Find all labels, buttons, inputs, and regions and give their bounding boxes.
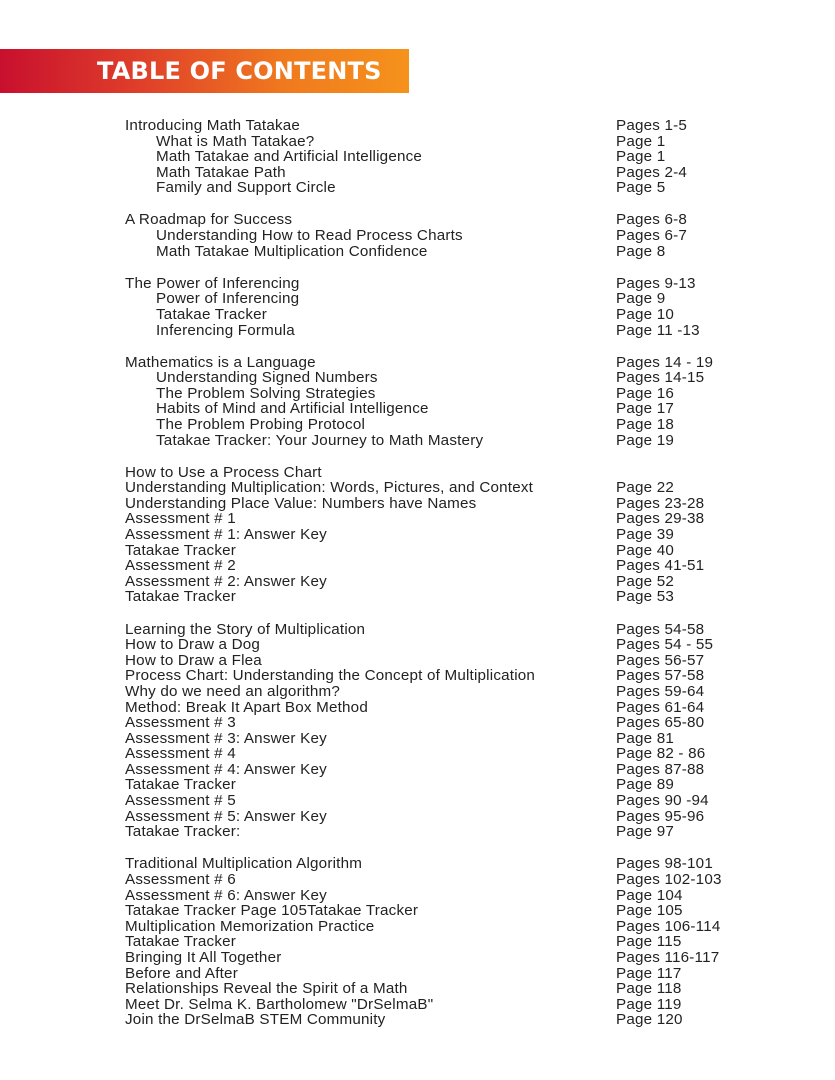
toc-entry-pages: Pages 41-51: [616, 557, 705, 575]
toc-entry[interactable]: [0, 637, 835, 653]
toc-entry[interactable]: [0, 715, 835, 731]
toc-entry[interactable]: [0, 934, 835, 950]
toc-section: [0, 465, 835, 605]
toc-entry-title: Traditional Multiplication Algorithm: [125, 855, 363, 873]
table-of-contents: [0, 118, 835, 1044]
toc-entry[interactable]: [0, 653, 835, 669]
toc-subentry[interactable]: [0, 401, 835, 417]
toc-entry-title: How to Use a Process Chart: [125, 463, 322, 481]
toc-entry[interactable]: [0, 355, 835, 371]
toc-entry-pages: Pages 57-58: [616, 667, 705, 685]
toc-entry-pages: Pages 90 -94: [616, 792, 709, 810]
toc-entry[interactable]: [0, 731, 835, 747]
toc-subentry[interactable]: [0, 386, 835, 402]
toc-entry-title: Math Tatakae Multiplication Confidence: [156, 242, 428, 260]
toc-entry-title: A Roadmap for Success: [125, 211, 293, 229]
toc-entry-pages: Pages 61-64: [616, 698, 705, 716]
toc-entry-pages: Page 19: [616, 431, 674, 449]
toc-entry-title: Bringing It All Together: [125, 948, 282, 966]
toc-section: [0, 276, 835, 338]
toc-entry-title: How to Draw a Dog: [125, 636, 261, 654]
toc-entry-title: Introducing Math Tatakae: [125, 117, 301, 134]
page-title: TABLE OF CONTENTS: [97, 57, 382, 85]
toc-entry-title: Assessment # 3: Answer Key: [125, 729, 327, 747]
toc-entry[interactable]: [0, 950, 835, 966]
toc-entry-pages: Pages 106-114: [616, 917, 721, 935]
toc-subentry[interactable]: [0, 433, 835, 449]
toc-entry-pages: Pages 87-88: [616, 760, 705, 778]
toc-entry[interactable]: [0, 997, 835, 1013]
toc-entry-pages: Pages 54 - 55: [616, 636, 714, 654]
toc-entry-title: Assessment # 3: [125, 714, 236, 732]
toc-entry-title: Tatakae Tracker: [125, 776, 237, 794]
toc-entry-title: How to Draw a Flea: [125, 651, 262, 669]
toc-entry-pages: Pages 98-101: [616, 855, 713, 873]
toc-entry-title: Understanding Signed Numbers: [156, 369, 378, 387]
toc-entry-pages: Pages 14-15: [616, 369, 705, 387]
toc-entry-pages: Page 105: [616, 902, 683, 920]
toc-entry[interactable]: [0, 118, 835, 134]
toc-subentry[interactable]: [0, 417, 835, 433]
toc-entry-title: Join the DrSelmaB STEM Community: [125, 1011, 386, 1029]
toc-entry[interactable]: [0, 589, 835, 605]
toc-entry-pages: Page 40: [616, 541, 674, 559]
toc-entry-pages: Page 89: [616, 776, 674, 794]
toc-subentry[interactable]: [0, 370, 835, 386]
toc-entry-title: Habits of Mind and Artificial Intelligence: [156, 400, 429, 418]
toc-entry-pages: Page 104: [616, 886, 683, 904]
toc-entry-title: Understanding Multiplication: Words, Pictures, and Context: [125, 479, 534, 497]
toc-entry-title: Family and Support Circle: [156, 179, 336, 197]
toc-entry-pages: Page 5: [616, 179, 666, 197]
toc-section: [0, 355, 835, 449]
toc-subentry[interactable]: [0, 149, 835, 165]
toc-entry-title: Power of Inferencing: [156, 290, 300, 308]
toc-entry-title: The Problem Probing Protocol: [156, 416, 366, 433]
toc-entry-pages: Page 81: [616, 729, 674, 747]
toc-entry[interactable]: [0, 762, 835, 778]
toc-entry[interactable]: [0, 746, 835, 762]
toc-entry-title: Understanding How to Read Process Charts: [156, 227, 463, 245]
toc-entry-title: What is Math Tatakae?: [156, 132, 315, 150]
toc-entry[interactable]: [0, 668, 835, 684]
toc-section: [0, 212, 835, 259]
toc-entry-pages: Pages 6-8: [616, 211, 688, 229]
toc-entry-pages: Pages 102-103: [616, 870, 722, 888]
toc-entry[interactable]: [0, 856, 835, 872]
toc-subentry[interactable]: [0, 307, 835, 323]
toc-entry-pages: Page 120: [616, 1011, 683, 1029]
toc-entry-title: Tatakae Tracker:: [125, 823, 241, 841]
toc-entry[interactable]: [0, 276, 835, 292]
toc-entry-pages: Page 1: [616, 132, 666, 150]
toc-entry-pages: Page 18: [616, 416, 674, 433]
toc-subentry[interactable]: [0, 165, 835, 181]
toc-entry[interactable]: [0, 903, 835, 919]
toc-entry[interactable]: [0, 558, 835, 574]
toc-entry-pages: Page 118: [616, 980, 682, 998]
toc-entry-pages: Page 119: [616, 995, 682, 1013]
toc-entry-pages: Pages 9-13: [616, 274, 696, 292]
toc-entry-title: Tatakae Tracker: [125, 933, 237, 951]
toc-entry-title: Method: Break It Apart Box Method: [125, 698, 368, 716]
toc-entry-pages: Pages 29-38: [616, 510, 705, 528]
toc-entry[interactable]: [0, 480, 835, 496]
toc-entry-pages: Pages 95-96: [616, 807, 705, 825]
toc-entry[interactable]: [0, 919, 835, 935]
toc-entry-title: Math Tatakae and Artificial Intelligence: [156, 148, 423, 166]
toc-entry-title: Meet Dr. Selma K. Bartholomew "DrSelmaB": [125, 995, 434, 1013]
toc-entry-title: Why do we need an algorithm?: [125, 682, 340, 700]
toc-entry[interactable]: [0, 511, 835, 527]
toc-entry[interactable]: [0, 543, 835, 559]
toc-entry-pages: Page 9: [616, 290, 666, 308]
toc-entry-pages: Page 39: [616, 526, 674, 544]
toc-entry[interactable]: [0, 824, 835, 840]
toc-entry[interactable]: [0, 212, 835, 228]
toc-entry-title: Understanding Place Value: Numbers have Names: [125, 494, 477, 512]
toc-entry-title: Assessment # 4: Answer Key: [125, 760, 327, 778]
toc-entry-title: Tatakae Tracker: Your Journey to Math Mastery: [156, 431, 484, 449]
toc-entry-pages: Page 97: [616, 823, 674, 841]
toc-entry-title: Assessment # 1: [125, 510, 236, 528]
toc-entry-pages: Pages 59-64: [616, 682, 705, 700]
toc-entry-title: Tatakae Tracker Page 105Tatakae Tracker: [125, 902, 419, 920]
toc-entry-title: Process Chart: Understanding the Concept of Multiplication: [125, 667, 536, 685]
toc-subentry[interactable]: [0, 228, 835, 244]
toc-entry-pages: Page 82 - 86: [616, 745, 706, 763]
toc-subentry[interactable]: [0, 134, 835, 150]
toc-entry-title: Relationships Reveal the Spirit of a Math: [125, 980, 408, 998]
toc-entry-pages: Pages 2-4: [616, 163, 688, 181]
toc-entry-pages: Page 16: [616, 384, 674, 402]
toc-entry-title: Inferencing Formula: [156, 321, 295, 339]
toc-entry-pages: Page 10: [616, 305, 674, 323]
toc-entry-title: Tatakae Tracker: [156, 305, 268, 323]
toc-entry-pages: Page 53: [616, 588, 674, 606]
toc-entry-pages: Pages 56-57: [616, 651, 705, 669]
toc-entry-pages: Pages 23-28: [616, 494, 705, 512]
toc-entry-pages: Page 1: [616, 148, 666, 166]
toc-entry-title: Multiplication Memorization Practice: [125, 917, 375, 935]
toc-entry-title: Assessment # 1: Answer Key: [125, 526, 327, 544]
toc-entry[interactable]: [0, 496, 835, 512]
toc-entry[interactable]: [0, 793, 835, 809]
toc-entry-title: Assessment # 4: [125, 745, 236, 763]
toc-entry[interactable]: [0, 777, 835, 793]
toc-entry-title: The Problem Solving Strategies: [156, 384, 376, 402]
toc-entry[interactable]: [0, 465, 835, 481]
toc-entry-title: Assessment # 2: Answer Key: [125, 572, 327, 590]
toc-entry[interactable]: [0, 574, 835, 590]
toc-entry[interactable]: [0, 872, 835, 888]
toc-entry-title: Tatakae Tracker: [125, 541, 237, 559]
toc-section: [0, 856, 835, 1028]
toc-entry-pages: Page 115: [616, 933, 682, 951]
toc-entry-title: Before and After: [125, 964, 238, 982]
toc-entry-pages: Pages 65-80: [616, 714, 705, 732]
toc-subentry[interactable]: [0, 323, 835, 339]
toc-section: [0, 118, 835, 196]
toc-subentry[interactable]: [0, 180, 835, 196]
toc-entry-pages: Page 17: [616, 400, 674, 418]
toc-entry-pages: Pages 54-58: [616, 620, 705, 638]
toc-entry-pages: Page 8: [616, 242, 666, 260]
toc-entry[interactable]: [0, 700, 835, 716]
toc-entry-pages: Page 52: [616, 572, 674, 590]
toc-entry-title: Assessment # 5: [125, 792, 236, 810]
toc-entry-title: Assessment # 2: [125, 557, 236, 575]
toc-entry-pages: Page 22: [616, 479, 674, 497]
toc-entry[interactable]: [0, 966, 835, 982]
toc-entry-pages: Page 11 -13: [616, 321, 700, 339]
toc-entry-pages: Pages 116-117: [616, 948, 720, 966]
toc-entry-title: Mathematics is a Language: [125, 353, 316, 371]
toc-subentry[interactable]: [0, 291, 835, 307]
toc-entry[interactable]: [0, 684, 835, 700]
toc-entry[interactable]: [0, 981, 835, 997]
toc-entry[interactable]: [0, 888, 835, 904]
toc-entry-pages: Pages 6-7: [616, 227, 688, 245]
toc-entry-pages: Pages 1-5: [616, 117, 688, 134]
toc-section: [0, 622, 835, 840]
toc-subentry[interactable]: [0, 244, 835, 260]
toc-entry[interactable]: [0, 1012, 835, 1028]
toc-entry-title: Learning the Story of Multiplication: [125, 620, 366, 638]
toc-entry[interactable]: [0, 527, 835, 543]
toc-entry[interactable]: [0, 809, 835, 825]
toc-entry-pages: Pages 14 - 19: [616, 353, 714, 371]
toc-entry-title: Assessment # 5: Answer Key: [125, 807, 327, 825]
toc-entry-title: Assessment # 6: [125, 870, 236, 888]
toc-entry-pages: Page 117: [616, 964, 682, 982]
toc-entry[interactable]: [0, 622, 835, 638]
toc-entry-title: The Power of Inferencing: [125, 274, 300, 292]
toc-entry-title: Assessment # 6: Answer Key: [125, 886, 327, 904]
toc-entry-title: Math Tatakae Path: [156, 163, 286, 181]
toc-entry-title: Tatakae Tracker: [125, 588, 237, 606]
title-banner: [0, 49, 409, 93]
